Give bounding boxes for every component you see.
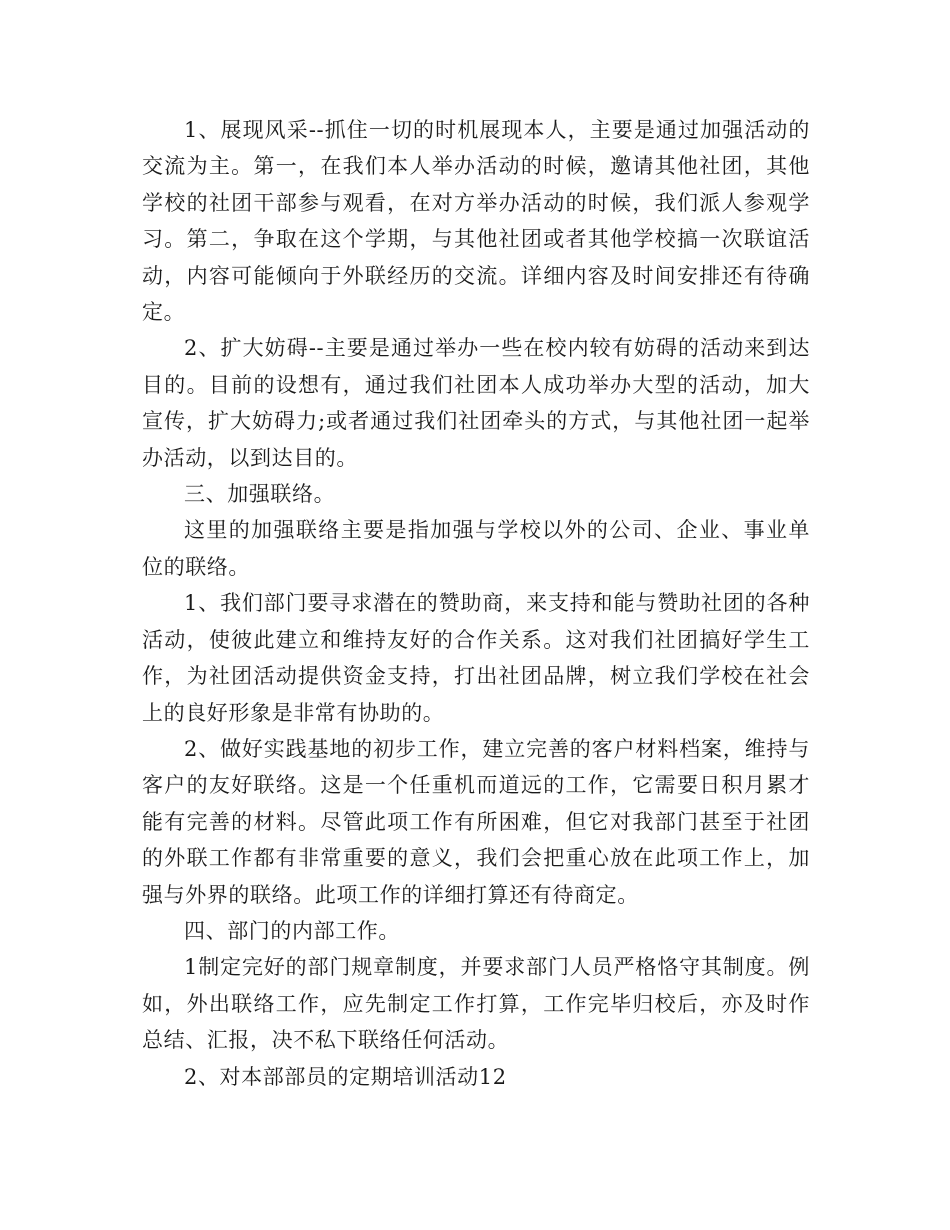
paragraph-expand-influence: 2、扩大妨碍--主要是通过举办一些在校内较有妨碍的活动来到达目的。目前的设想有，通过我们社团本人成功举办大型的活动，加大宣传，扩大妨碍力;或者通过我们社团牵头的方式，与其他社团一起举办活动，以到达目的。 [142, 336, 810, 470]
document-body [142, 112, 810, 1095]
paragraph-practice-base: 2、做好实践基地的初步工作，建立完善的客户材料档案，维持与客户的友好联络。这是一个任重机而道远的工作，它需要日积月累才能有完善的材料。尽管此项工作有所困难，但它对我部门甚至于社团的外联工作都有非常重要的意义，我们会把重心放在此项工作上，加强与外界的联络。此项工作的详细打算还有待商定。 [142, 736, 810, 907]
paragraph-sponsors: 1、我们部门要寻求潜在的赞助商，来支持和能与赞助社团的各种活动，使彼此建立和维持友好的合作关系。这对我们社团搞好学生工作，为社团活动提供资金支持，打出社团品牌，树立我们学校在社会上的良好形象是非常有协助的。 [142, 591, 810, 725]
section-heading-strengthen-liaison: 三、加强联络。 [184, 482, 336, 507]
paragraph-training: 2、对本部部员的定期培训活动12 [184, 1064, 507, 1089]
paragraph-liaison-intro: 这里的加强联络主要是指加强与学校以外的公司、企业、事业单位的联络。 [142, 518, 810, 579]
paragraph-showcase: 1、展现风采--抓住一切的时机展现本人，主要是通过加强活动的交流为主。第一，在我们本人举办活动的时候，邀请其他社团，其他学校的社团干部参与观看，在对方举办活动的时候，我们派人参观学习。第二，争取在这个学期，与其他社团或者其他学校搞一次联谊活动，内容可能倾向于外联经历的交流。详细内容及时间安排还有待确定。 [142, 118, 810, 325]
paragraph-rules: 1制定完好的部门规章制度，并要求部门人员严格恪守其制度。例如，外出联络工作，应先制定工作打算，工作完毕归校后，亦及时作总结、汇报，决不私下联络任何活动。 [142, 955, 810, 1053]
section-heading-internal-work: 四、部门的内部工作。 [184, 918, 400, 943]
